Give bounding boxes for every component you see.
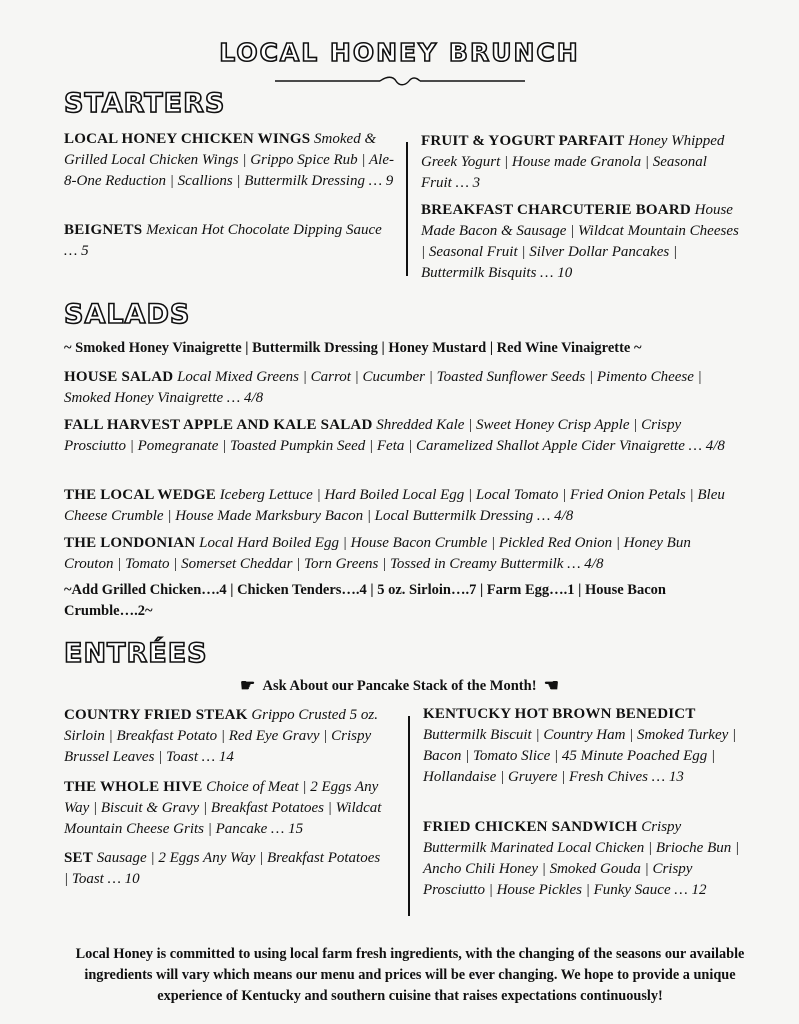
pancake-note-text: Ask About our Pancake Stack of the Month! <box>262 678 537 694</box>
starter-item <box>421 200 741 284</box>
item-desc: Choice of Meat | 2 Eggs Any Way | Biscuit & Gravy | Breakfast Potatoes | Wildcat Mountain Cheese Grits | Pancake … 15 <box>64 779 382 837</box>
salad-item <box>64 533 740 575</box>
item-desc: Honey Whipped Greek Yogurt | House made Granola | Seasonal Fruit … 3 <box>421 133 725 191</box>
item-name: BREAKFAST CHARCUTERIE BOARD <box>421 202 691 218</box>
salad-item <box>64 415 740 457</box>
item-name: LOCAL HONEY CHICKEN WINGS <box>64 131 311 147</box>
starters-heading: STARTERS <box>64 88 226 119</box>
item-desc: Shredded Kale | Sweet Honey Crisp Apple | Crispy Prosciutto | Pomegranate | Toasted Pumpkin Seed | Feta | Caramelized Shallot Apple Cider Vinaigrette … 4/8 <box>64 417 725 454</box>
item-desc: Local Hard Boiled Egg | House Bacon Crumble | Pickled Red Onion | Honey Bun Crouton | Tomato | Somerset Cheddar | Torn Greens | Tossed in Creamy Buttermilk … 4/8 <box>64 535 691 572</box>
starter-item <box>64 220 394 262</box>
salad-addons: ~Add Grilled Chicken….4 | Chicken Tenders….4 | 5 oz. Sirloin….7 | Farm Egg….1 | House Bacon Crumble….2~ <box>64 582 666 619</box>
item-name: KENTUCKY HOT BROWN BENEDICT <box>423 706 696 722</box>
item-desc: Sausage | 2 Eggs Any Way | Breakfast Potatoes | Toast … 10 <box>64 850 381 887</box>
item-name: HOUSE SALAD <box>64 369 174 385</box>
item-name: THE WHOLE HIVE <box>64 779 203 795</box>
dressing-options: ~ Smoked Honey Vinaigrette | Buttermilk Dressing | Honey Mustard | Red Wine Vinaigrette ~ <box>64 340 642 356</box>
item-name: COUNTRY FRIED STEAK <box>64 707 248 723</box>
item-name: FRIED CHICKEN SANDWICH <box>423 819 638 835</box>
starter-item <box>421 131 741 194</box>
entree-item <box>64 848 384 890</box>
item-desc: House Made Bacon & Sausage | Wildcat Mountain Cheeses | Seasonal Fruit | Silver Dollar Pancakes | Buttermilk Bisquits … 10 <box>421 202 739 281</box>
entree-item <box>64 777 384 840</box>
starter-item <box>64 129 394 192</box>
footer-statement: Local Honey is committed to using local farm fresh ingredients, with the changing of the seasons our available ingredients will vary which means our menu and prices will be ever changing. We hope to provide a unique experience of Kentucky and southern cuisine that raises expectations continuously! <box>75 946 745 1004</box>
item-desc: Iceberg Lettuce | Hard Boiled Local Egg | Local Tomato | Fried Onion Petals | Bleu Cheese Crumble | House Made Marksbury Bacon | Local Buttermilk Dressing … 4/8 <box>64 487 725 524</box>
item-desc: Buttermilk Biscuit | Country Ham | Smoked Turkey | Bacon | Tomato Slice | 45 Minute Poached Egg | Hollandaise | Gruyere | Fresh Chives … 13 <box>423 727 737 785</box>
entrees-divider <box>408 716 410 916</box>
starters-divider <box>406 142 408 276</box>
item-desc: Mexican Hot Chocolate Dipping Sauce … 5 <box>64 222 382 259</box>
pointing-hand-left-icon: ☚ <box>543 676 560 695</box>
item-desc: Crispy Buttermilk Marinated Local Chicken | Brioche Bun | Ancho Chili Honey | Smoked Gouda | Crispy Prosciutto | House Pickles | Funky Sauce … 12 <box>423 819 740 898</box>
item-desc: Smoked & Grilled Local Chicken Wings | Grippo Spice Rub | Ale-8-One Reduction | Scallions | Buttermilk Dressing … 9 <box>64 131 395 189</box>
item-desc: Local Mixed Greens | Carrot | Cucumber | Toasted Sunflower Seeds | Pimento Cheese | Smoked Honey Vinaigrette … 4/8 <box>64 369 702 406</box>
salad-item <box>64 367 740 409</box>
pointing-hand-right-icon: ☛ <box>239 676 256 695</box>
item-name: THE LOCAL WEDGE <box>64 487 216 503</box>
item-name: BEIGNETS <box>64 222 143 238</box>
title-ornament <box>275 76 525 86</box>
entree-item <box>64 705 384 768</box>
menu-title: LOCAL HONEY BRUNCH <box>219 38 580 67</box>
salad-item <box>64 485 740 527</box>
item-name: THE LONDONIAN <box>64 535 196 551</box>
entree-item <box>423 817 741 901</box>
salads-heading: SALADS <box>64 299 191 330</box>
item-name: SET <box>64 850 93 866</box>
entrees-heading: ENTRÉES <box>64 638 208 669</box>
item-name: FRUIT & YOGURT PARFAIT <box>421 133 625 149</box>
entree-item <box>423 704 741 788</box>
pancake-note <box>0 676 799 696</box>
item-name: FALL HARVEST APPLE AND KALE SALAD <box>64 417 373 433</box>
item-desc: Grippo Crusted 5 oz. Sirloin | Breakfast Potato | Red Eye Gravy | Crispy Brussel Leaves | Toast … 14 <box>64 707 379 765</box>
